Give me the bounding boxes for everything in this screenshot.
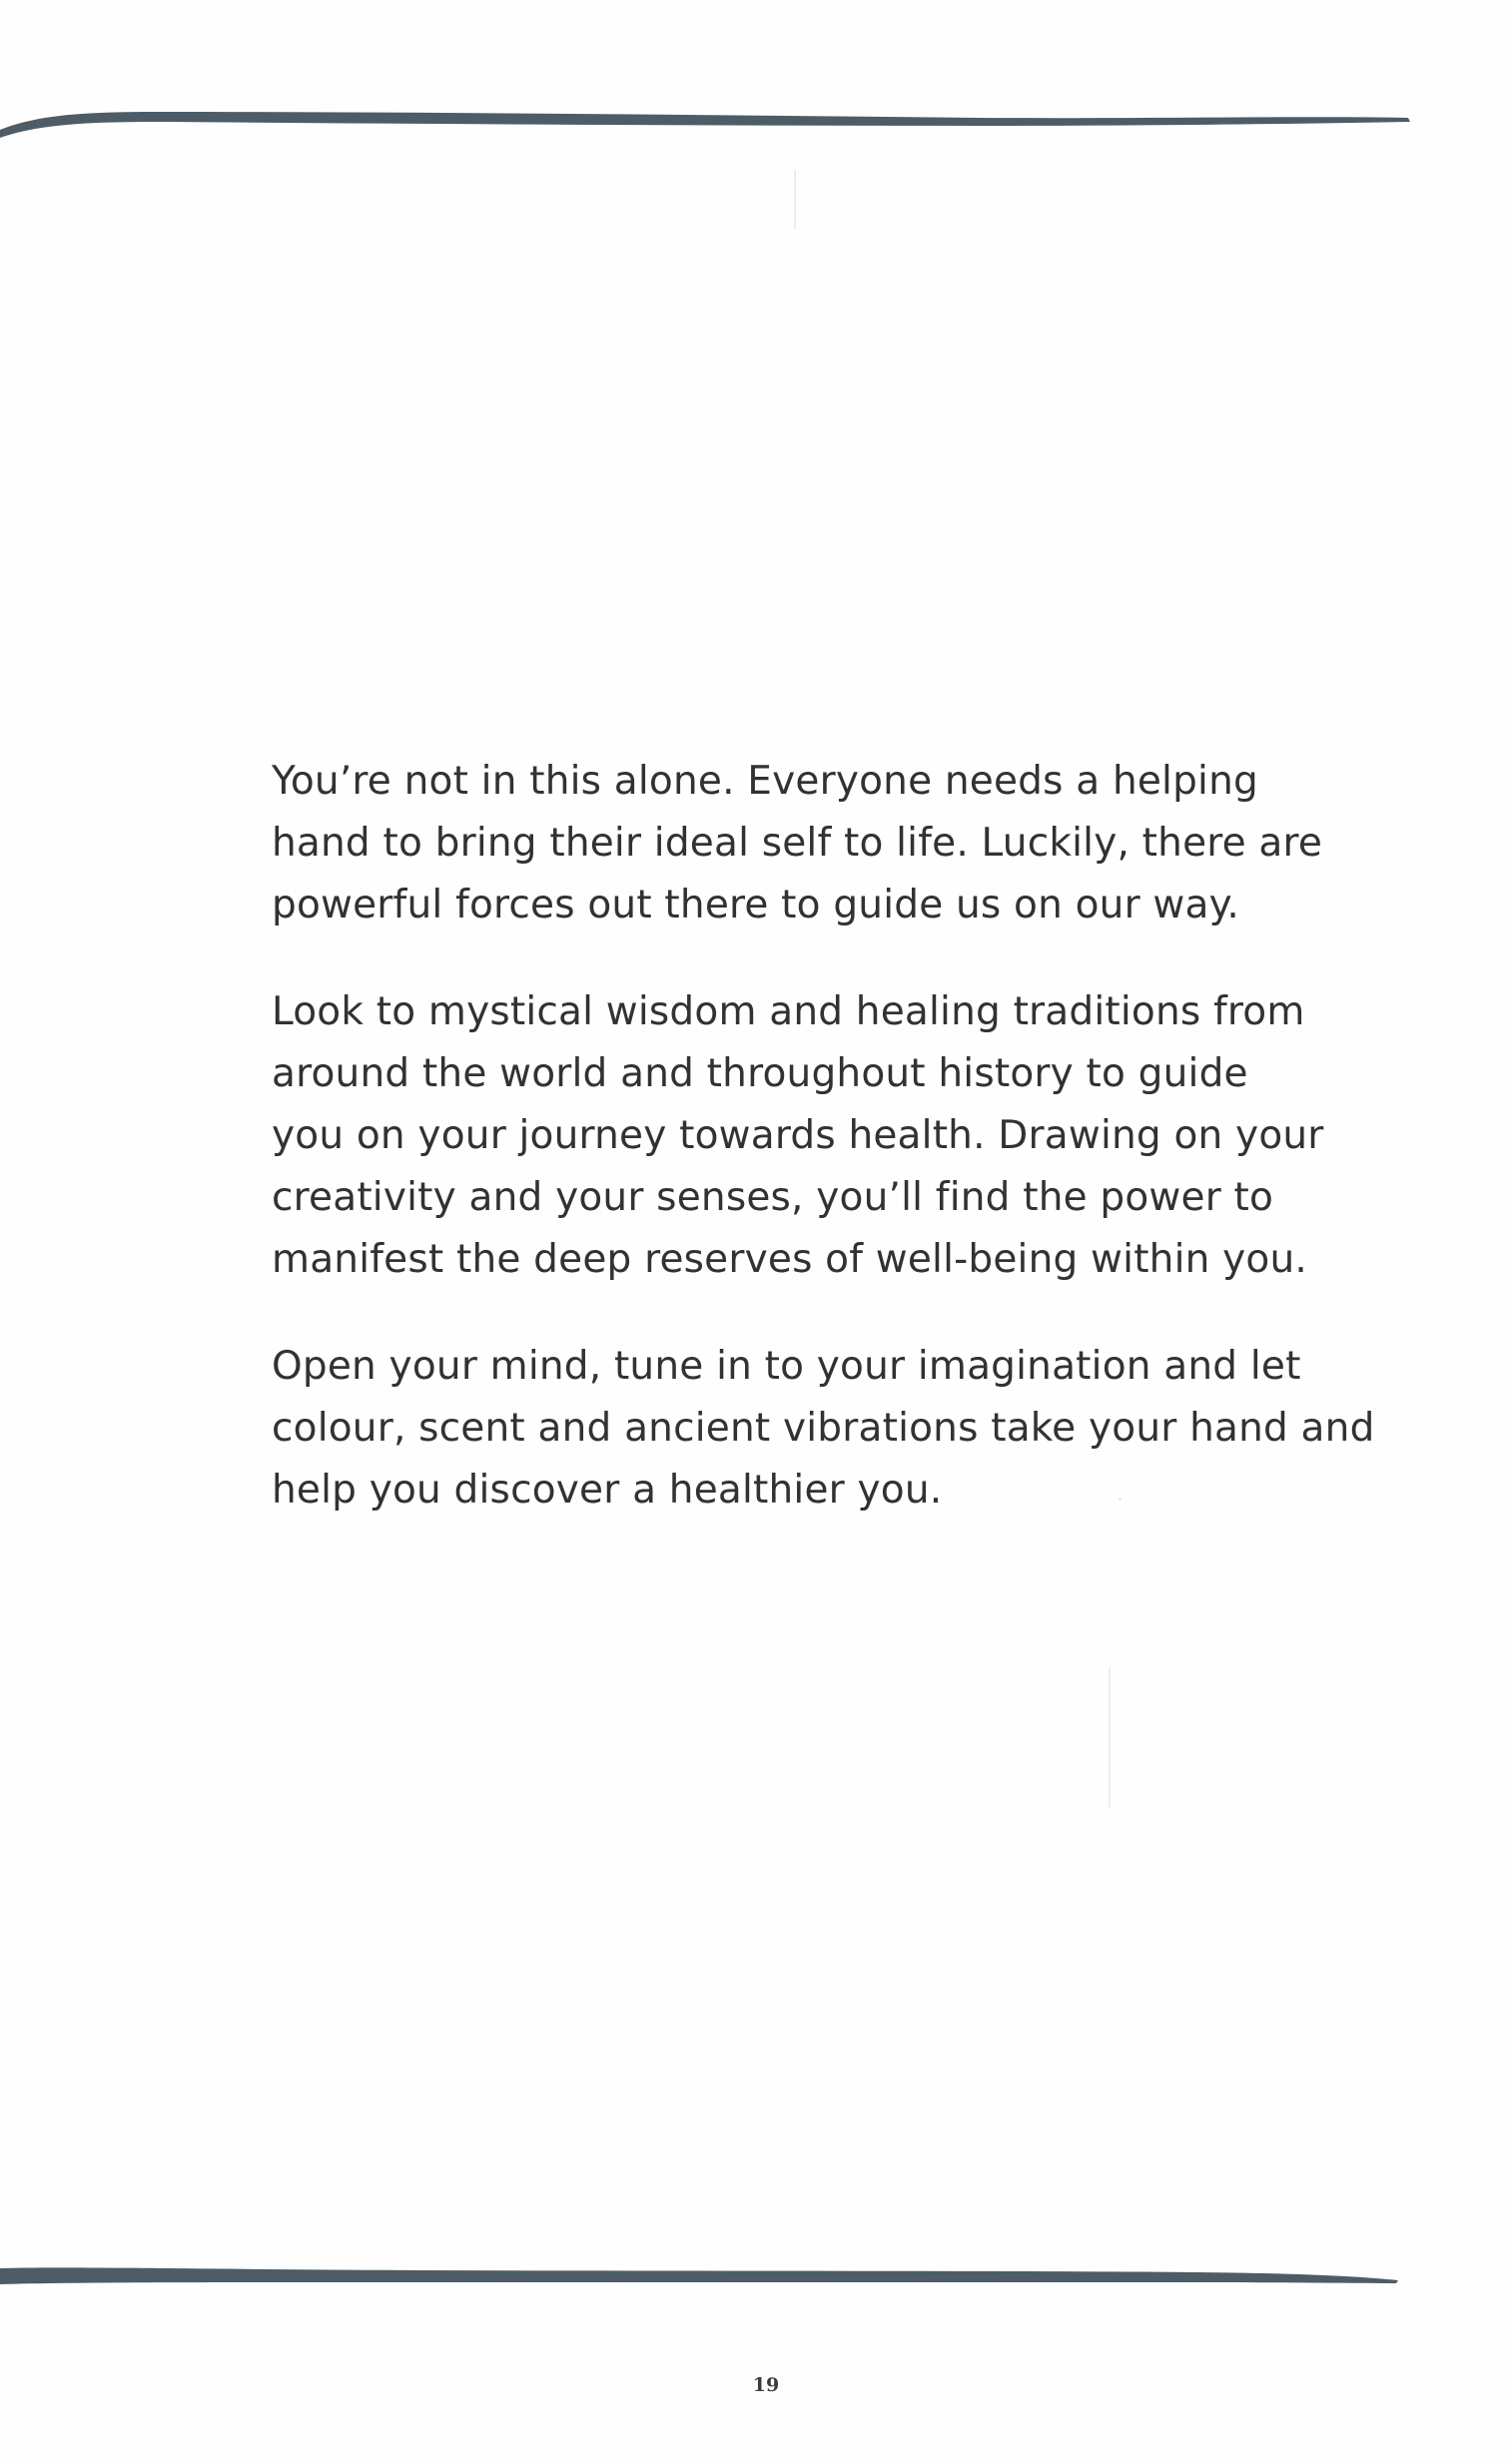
- paragraph-1: [272, 751, 1323, 936]
- paper-speck: [1119, 1498, 1122, 1501]
- paragraph-3: [272, 1336, 1375, 1522]
- text-line: powerful forces out there to guide us on our way.: [272, 883, 1239, 927]
- text-line: creativity and your senses, you’ll find the power to: [272, 1175, 1274, 1220]
- paragraph-2: [272, 981, 1324, 1291]
- text-line: help you discover a healthier you.: [272, 1468, 943, 1513]
- text-line: manifest the deep reserves of well-being within you.: [272, 1237, 1308, 1282]
- body-text: [272, 751, 1375, 1566]
- text-line: You’re not in this alone. Everyone needs a helping: [272, 759, 1258, 804]
- text-line: around the world and throughout history to guide: [272, 1051, 1248, 1096]
- text-line: hand to bring their ideal self to life. Luckily, there are: [272, 821, 1323, 866]
- page-number: 19: [752, 2374, 780, 2396]
- text-line: Open your mind, tune in to your imagination and let: [272, 1344, 1301, 1389]
- text-line: Look to mystical wisdom and healing traditions from: [272, 989, 1305, 1034]
- text-line: you on your journey towards health. Drawing on your: [272, 1113, 1324, 1158]
- bottom-brush-stroke: [0, 2256, 1512, 2296]
- paper-speck: [1109, 1667, 1111, 1807]
- paper-speck: [794, 170, 796, 230]
- text-line: colour, scent and ancient vibrations take your hand and: [272, 1406, 1375, 1451]
- top-brush-stroke: [0, 100, 1512, 140]
